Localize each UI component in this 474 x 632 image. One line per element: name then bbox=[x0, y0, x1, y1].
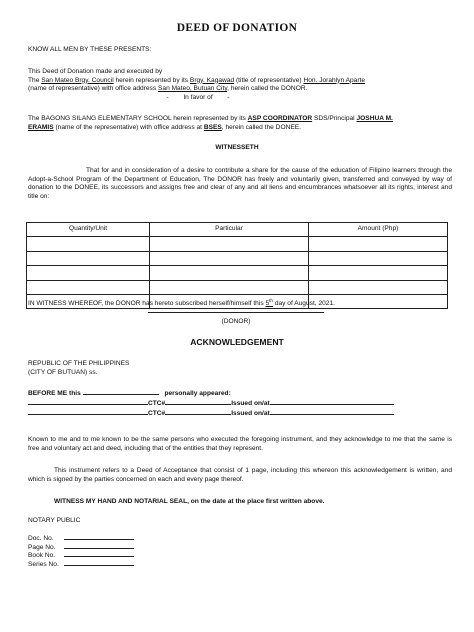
table-cell[interactable] bbox=[309, 237, 448, 251]
doc-no-row bbox=[28, 535, 452, 544]
table-row bbox=[27, 266, 448, 280]
donee-line-1 bbox=[28, 115, 452, 124]
in-favor-line: - In favor of - bbox=[166, 93, 230, 101]
acknowledgement-heading: ACKNOWLEDGEMENT bbox=[190, 337, 284, 347]
donor-paragraph bbox=[28, 68, 452, 102]
doc-no-blank[interactable] bbox=[64, 539, 134, 540]
donor-caption: (DONOR) bbox=[221, 318, 251, 325]
text-donee-intro: The BAGONG SILANG ELEMENTARY SCHOOL herein represented by its bbox=[28, 115, 246, 122]
table-row bbox=[27, 237, 448, 251]
text-ctc: CTC# bbox=[148, 400, 166, 407]
name-blank[interactable] bbox=[28, 414, 148, 415]
series-no-row bbox=[28, 561, 452, 570]
document-title: DEED OF DONATION bbox=[176, 22, 298, 34]
table-cell[interactable] bbox=[27, 280, 150, 294]
ctc-blank[interactable] bbox=[165, 414, 231, 415]
name-blank[interactable] bbox=[28, 404, 148, 405]
doc-no-label: Doc. No. bbox=[28, 535, 54, 542]
text-office-at: (name of the representative) with office address at bbox=[53, 123, 202, 131]
instrument-paragraph: This instrument refers to a Deed of Acceptance that consist of 1 page, including this whereon this acknowledgement is written, and which is signed by the parties concerned on each and every page thereof. bbox=[28, 467, 452, 483]
table-header-row bbox=[27, 223, 448, 237]
series-no-blank[interactable] bbox=[64, 565, 134, 566]
known-to-me-paragraph: Known to me and to me known to be the same persons who executed the foregoing instrument, and they acknowledge to me that the same is free and voluntary act and deed, including that of the entities that they represent. bbox=[28, 436, 452, 452]
text-sds-principal: SDS/Principal bbox=[312, 115, 355, 122]
text-ctc: CTC# bbox=[148, 410, 166, 417]
text-called-donee: , herein called the DONEE. bbox=[221, 123, 301, 131]
header-quantity: Quantity/Unit bbox=[27, 223, 150, 237]
donee-address: BSES bbox=[203, 123, 222, 131]
text-called-donor: , herein called the DONOR. bbox=[227, 85, 308, 93]
table-cell[interactable] bbox=[27, 237, 150, 251]
table-cell[interactable] bbox=[27, 266, 150, 280]
issued-blank[interactable] bbox=[270, 414, 394, 415]
text-issued: Issued on/at bbox=[231, 410, 270, 417]
donor-line-2 bbox=[28, 85, 452, 94]
table-cell[interactable] bbox=[309, 280, 448, 294]
consideration-paragraph: That for and in consideration of a desire to contribute a share for the cause of the education of Filipino learners through the Adopt-a-School Program of the Department of Education, The DONOR has freely and voluntarily given, transferred and conveyed by way of donation to the DONEE, its successors and assigns free and clear of any and all liens and encumbrances whatsoever all its rights, interest and title on: bbox=[28, 167, 452, 200]
donee-paragraph bbox=[28, 115, 452, 132]
donee-rep-name-1: JOSHUA M. bbox=[356, 115, 393, 122]
text-in-witness: IN WITNESS WHEREOF, the DONOR has hereto subscribed herself/himself this bbox=[28, 300, 264, 308]
notarial-register bbox=[28, 535, 452, 569]
donee-rep-title: ASP COORDINATOR bbox=[247, 115, 313, 122]
text-title-note: (title of representative) bbox=[234, 76, 302, 84]
table-cell[interactable] bbox=[27, 251, 150, 265]
text-day-of-august: day of August, 2021. bbox=[272, 300, 335, 308]
text-issued: Issued on/at bbox=[231, 400, 270, 407]
text-personally-appeared: personally appeared: bbox=[164, 390, 231, 397]
donor-address: San Mateo, Butuan City bbox=[158, 85, 228, 93]
table-cell[interactable] bbox=[150, 237, 309, 251]
before-me-line bbox=[28, 390, 452, 399]
donee-line-2 bbox=[28, 124, 452, 133]
republic-line: REPUBLIC OF THE PHILIPPINES bbox=[28, 360, 130, 367]
text-rep: herein represented by its bbox=[113, 76, 189, 84]
notary-public-label: NOTARY PUBLIC bbox=[28, 517, 81, 524]
day-number: 5 bbox=[265, 300, 270, 308]
date-blank[interactable] bbox=[83, 394, 159, 395]
page-no-blank[interactable] bbox=[64, 548, 134, 549]
table-cell[interactable] bbox=[309, 251, 448, 265]
book-no-row bbox=[28, 552, 452, 561]
day-suffix: th bbox=[269, 298, 273, 303]
city-line: (CITY OF BUTUAN) ss. bbox=[28, 368, 98, 376]
donor-name: San Mateo Brgy. Council bbox=[41, 76, 114, 84]
table-row bbox=[27, 251, 448, 265]
appearer-row-2 bbox=[28, 410, 452, 419]
header-amount: Amount (Php) bbox=[309, 223, 448, 237]
issued-blank[interactable] bbox=[270, 404, 394, 405]
donor-rep-title: Brgy. Kagawad bbox=[189, 76, 235, 84]
series-no-label: Series No. bbox=[28, 560, 59, 568]
table-cell[interactable] bbox=[150, 280, 309, 294]
ctc-blank[interactable] bbox=[165, 404, 231, 405]
notarial-seal-line: WITNESS MY HAND AND NOTARIAL SEAL, on the date at the place first written above. bbox=[54, 498, 325, 505]
text-office-address: (name of representative) with office address bbox=[28, 85, 157, 93]
know-all-line: KNOW ALL MEN BY THESE PRESENTS: bbox=[28, 46, 152, 53]
text-before-me: BEFORE ME this bbox=[28, 390, 81, 397]
donor-intro: This Deed of Donation made and executed by bbox=[28, 68, 163, 75]
page-no-row bbox=[28, 544, 452, 553]
table-cell[interactable] bbox=[309, 266, 448, 280]
book-no-blank[interactable] bbox=[64, 556, 134, 557]
table-row bbox=[27, 280, 448, 294]
table-cell[interactable] bbox=[150, 266, 309, 280]
table-cell[interactable] bbox=[150, 251, 309, 265]
donee-rep-name-2: ERAMIS bbox=[28, 123, 54, 131]
in-witness-line bbox=[28, 297, 452, 309]
page-no-label: Page No. bbox=[28, 543, 56, 551]
book-no-label: Book No. bbox=[28, 552, 56, 560]
venue-block bbox=[28, 360, 452, 377]
donor-rep-name: Hon. Jorahlyn Aparte bbox=[303, 76, 366, 84]
text-the: The bbox=[28, 76, 40, 84]
witnesseth-heading: WITNESSETH bbox=[215, 144, 259, 151]
donor-signature-line[interactable] bbox=[148, 312, 324, 313]
donor-line-1 bbox=[28, 77, 452, 86]
appearer-row-1 bbox=[28, 400, 452, 409]
header-particular: Particular bbox=[150, 223, 309, 237]
witness-day bbox=[265, 300, 273, 307]
